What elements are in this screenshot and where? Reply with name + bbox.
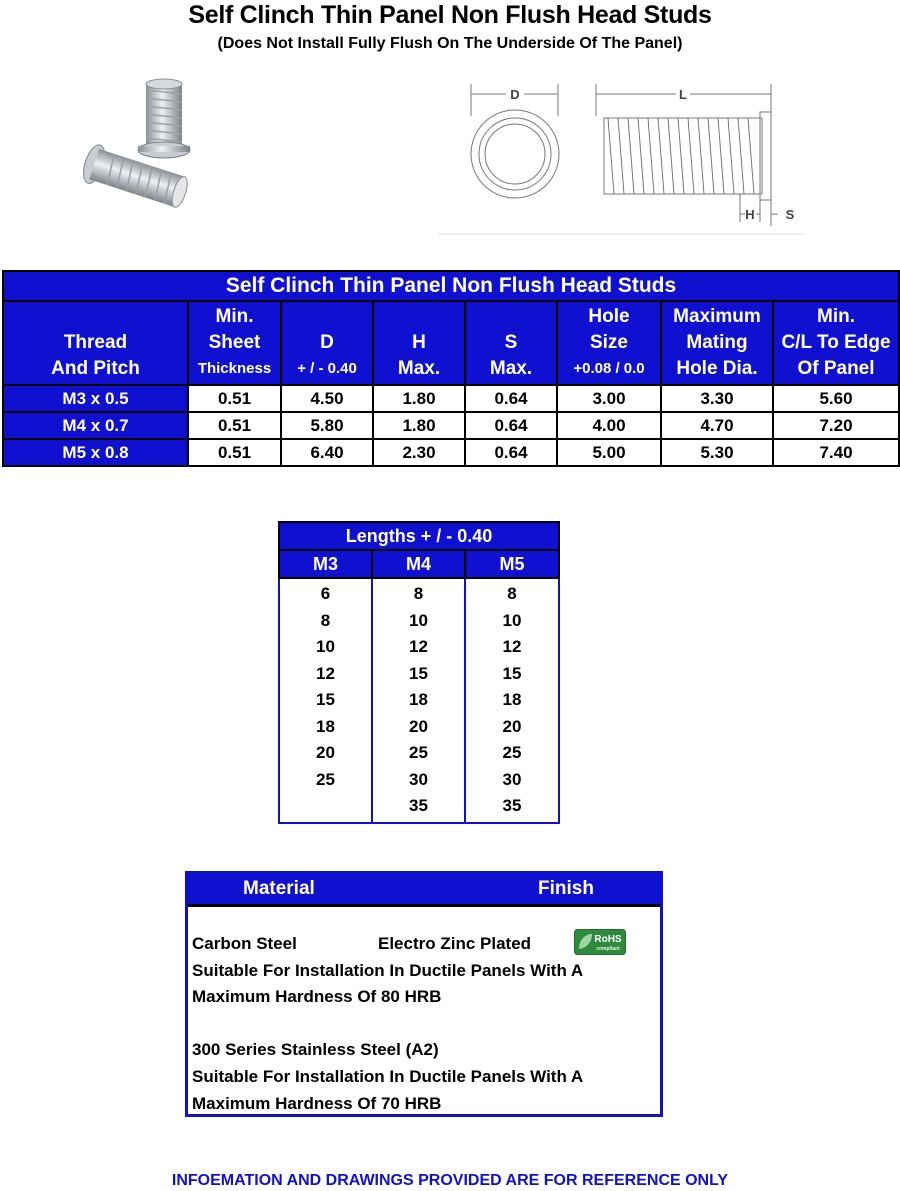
cell: 1.80 — [373, 385, 465, 412]
lengths-col-m3: M3 — [279, 550, 372, 578]
list-item: 30 — [502, 769, 522, 789]
dim-l-label: L — [679, 87, 687, 102]
table-row — [3, 412, 899, 439]
spec-table-header-row — [3, 301, 899, 385]
cell: 4.70 — [661, 412, 773, 439]
cell: 6.40 — [281, 439, 373, 466]
material-stainless-steel: 300 Series Stainless Steel (A2) — [192, 1040, 439, 1060]
header-h: H Max. — [373, 301, 465, 385]
list-item: 35 — [409, 796, 428, 815]
list-item: 15 — [316, 690, 335, 709]
cell: 0.64 — [465, 439, 557, 466]
dim-s-label: S — [785, 207, 795, 222]
cell: 0.64 — [465, 412, 557, 439]
lengths-table — [278, 521, 560, 824]
reference-disclaimer: INFOEMATION AND DRAWINGS PROVIDED ARE FOR REFERENCE ONLY — [171, 1172, 729, 1189]
header-material: Material — [243, 878, 315, 899]
cell-thread: M3 x 0.5 — [3, 385, 188, 412]
header-min-sheet: Min. Sheet Thickness — [188, 301, 281, 385]
cell: 7.40 — [773, 439, 899, 466]
material-note: Maximum Hardness Of 70 HRB — [192, 1093, 442, 1113]
material-carbon-steel: Carbon Steel — [192, 934, 297, 953]
header-s: S Max. — [465, 301, 557, 385]
list-item: 20 — [502, 716, 522, 736]
cell: 2.30 — [373, 439, 465, 466]
cell-thread: M5 x 0.8 — [3, 439, 188, 466]
list-item: 8 — [413, 584, 424, 603]
lengths-col-m5: M5 — [465, 550, 559, 578]
cell: 3.30 — [661, 385, 773, 412]
cell: 4.00 — [557, 412, 661, 439]
list-item: 25 — [409, 743, 428, 762]
dim-h-label: H — [745, 207, 755, 222]
list-item: 8 — [320, 610, 331, 630]
cell: 0.64 — [465, 385, 557, 412]
page-title: Self Clinch Thin Panel Non Flush Head Studs — [188, 1, 712, 29]
cell: 5.30 — [661, 439, 773, 466]
spec-table-title: Self Clinch Thin Panel Non Flush Head Studs — [3, 271, 899, 301]
cell: 4.50 — [281, 385, 373, 412]
finish-zinc-plated: Electro Zinc Plated — [378, 934, 532, 953]
cell: 7.20 — [773, 412, 899, 439]
list-item: 10 — [409, 610, 428, 630]
lengths-list-m5 — [465, 578, 559, 823]
material-note: Suitable For Installation In Ductile Panels With A — [192, 1066, 584, 1086]
rohs-label: RoHS — [594, 934, 622, 945]
rohs-compliant-icon — [574, 929, 626, 955]
list-item: 12 — [316, 663, 335, 683]
list-item: 18 — [502, 690, 522, 709]
material-note: Suitable For Installation In Ductile Panels With A — [192, 960, 584, 980]
header-thread: Thread And Pitch — [3, 301, 188, 385]
list-item: 12 — [409, 637, 428, 656]
page-subtitle: (Does Not Install Fully Flush On The Underside Of The Panel) — [217, 35, 683, 52]
lengths-col-m4: M4 — [372, 550, 465, 578]
cell: 3.00 — [557, 385, 661, 412]
rohs-sublabel: compliant — [596, 946, 620, 952]
header-max-mating: Maximum Mating Hole Dia. — [661, 301, 773, 385]
list-item: 25 — [316, 769, 335, 789]
lengths-title: Lengths + / - 0.40 — [279, 522, 559, 550]
dim-d-label: D — [510, 87, 520, 102]
header-hole-size: Hole Size +0.08 / 0.0 — [557, 301, 661, 385]
cell: 0.51 — [188, 385, 281, 412]
material-finish-header — [188, 874, 660, 907]
material-finish-box — [185, 871, 663, 1117]
list-item: 8 — [507, 584, 517, 603]
material-list — [192, 931, 583, 1117]
header-d: D + / - 0.40 — [281, 301, 373, 385]
cell-thread: M4 x 0.7 — [3, 412, 188, 439]
cell: 5.00 — [557, 439, 661, 466]
list-item: 20 — [409, 716, 428, 736]
list-item: 25 — [502, 743, 522, 762]
list-item: 6 — [320, 584, 331, 603]
spec-table — [2, 270, 900, 467]
cell: 1.80 — [373, 412, 465, 439]
list-item: 30 — [409, 769, 428, 789]
lengths-list-m4 — [372, 578, 465, 823]
list-item: 10 — [502, 610, 522, 630]
technical-drawing — [438, 76, 804, 236]
list-item: 20 — [316, 743, 335, 762]
list-item: 10 — [316, 637, 335, 656]
list-item: 35 — [502, 796, 522, 815]
list-item: 15 — [502, 663, 522, 683]
list-item: 18 — [409, 690, 428, 709]
cell: 5.80 — [281, 412, 373, 439]
table-row — [3, 439, 899, 466]
list-item: 18 — [316, 716, 335, 736]
lengths-list-m3 — [279, 578, 372, 823]
cell: 0.51 — [188, 412, 281, 439]
header-finish: Finish — [538, 878, 594, 899]
header-min-cl: Min. C/L To Edge Of Panel — [773, 301, 899, 385]
cell: 5.60 — [773, 385, 899, 412]
stud-photo — [76, 74, 216, 224]
cell: 0.51 — [188, 439, 281, 466]
list-item: 12 — [502, 637, 522, 656]
table-row — [3, 385, 899, 412]
material-note: Maximum Hardness Of 80 HRB — [192, 987, 442, 1007]
list-item: 15 — [409, 663, 428, 683]
